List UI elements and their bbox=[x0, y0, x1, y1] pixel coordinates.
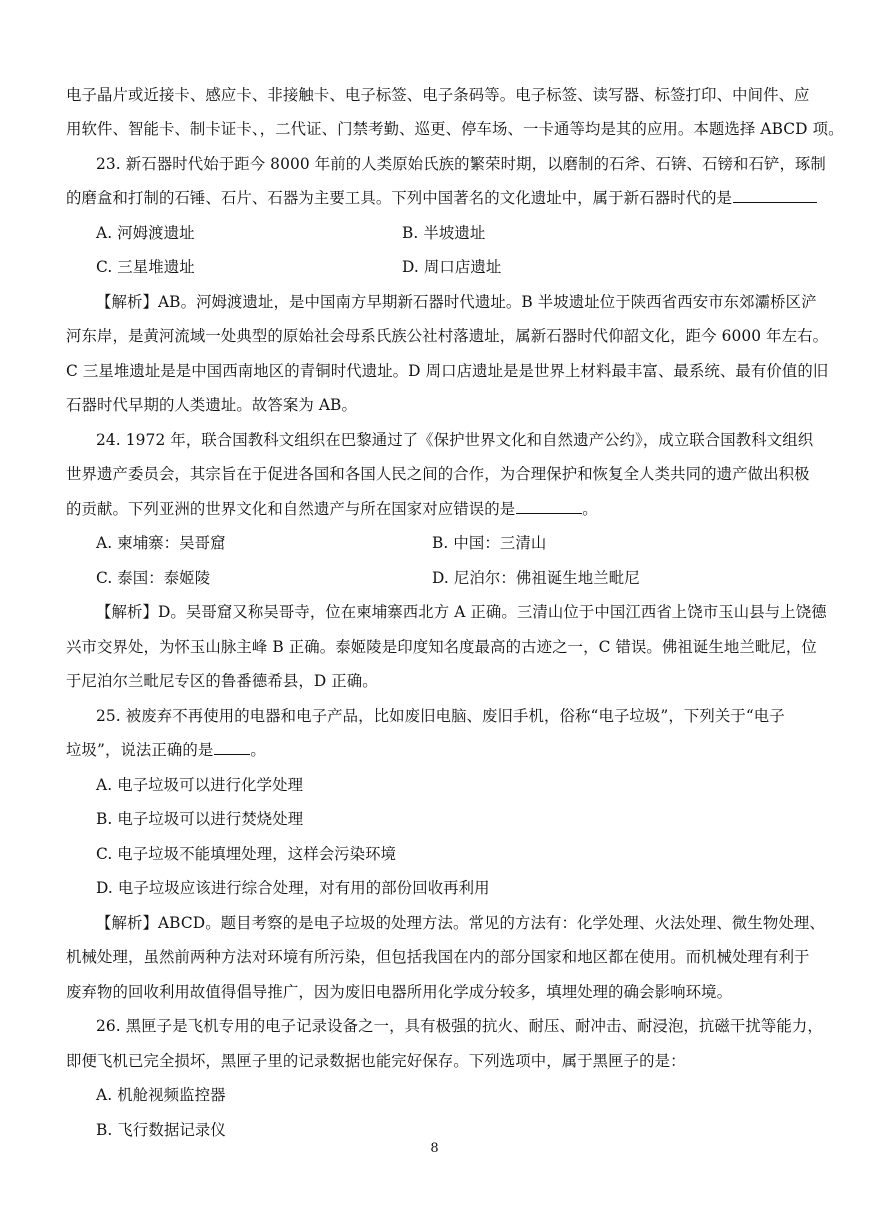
question-24-text: 24. 1972 年，联合国教科文组织在巴黎通过了《保护世界文化和自然遗产公约》，成立联合国教科文组织 bbox=[96, 431, 814, 449]
analysis-text: 于尼泊尔兰毗尼专区的鲁番德希县，D 正确。 bbox=[66, 672, 378, 690]
punctuation: 。 bbox=[250, 741, 266, 759]
analysis-text: 【解析】D。吴哥窟又称吴哥寺，位在柬埔寨西北方 A 正确。三清山位于中国江西省上饶市玉山县与上饶德 bbox=[96, 603, 827, 621]
question-25-text bbox=[66, 740, 806, 760]
paragraph-line: 电子晶片或近接卡、感应卡、非接触卡、电子标签、电子条码等。电子标签、读写器、标签打印、中间件、应 bbox=[66, 86, 810, 104]
option-row bbox=[96, 223, 836, 243]
analysis-text: 河东岸，是黄河流域一处典型的原始社会母系氏族公社村落遗址，属新石器时代仰韶文化，距今 6000 年左右。 bbox=[66, 327, 829, 345]
question-26-text: 即便飞机已完全损坏，黑匣子里的记录数据也能完好保存。下列选项中，属于黑匣子的是： bbox=[66, 1052, 686, 1070]
question-23-text: 23. 新石器时代始于距今 8000 年前的人类原始氏族的繁荣时期，以磨制的石斧、石锛、石镑和石铲，琢制 bbox=[96, 155, 826, 173]
paragraph-line: 用软件、智能卡、制卡证卡、，二代证、门禁考勤、巡更、停车场、一卡通等均是其的应用。本题选择 ABCD 项。 bbox=[66, 120, 844, 138]
option-b: B. 半坡遗址 bbox=[402, 224, 486, 242]
analysis-text: 【解析】ABCD。题目考察的是电子垃圾的处理方法。常见的方法有：化学处理、火法处理、微生物处理、 bbox=[96, 914, 825, 932]
question-24-text bbox=[66, 499, 806, 519]
analysis-text: 石器时代早期的人类遗址。故答案为 AB。 bbox=[66, 396, 357, 414]
option-a: A. 机舱视频监控器 bbox=[96, 1086, 226, 1104]
punctuation: 。 bbox=[582, 500, 598, 518]
option-d: D. 电子垃圾应该进行综合处理，对有用的部份回收再利用 bbox=[96, 879, 490, 897]
option-a: A. 河姆渡遗址 bbox=[96, 224, 195, 242]
option-c: C. 电子垃圾不能填埋处理，这样会污染环境 bbox=[96, 845, 397, 863]
question-26-text: 26. 黑匣子是飞机专用的电子记录设备之一，具有极强的抗火、耐压、耐冲击、耐浸泡，抗磁干扰等能力， bbox=[96, 1017, 823, 1035]
answer-blank bbox=[516, 499, 582, 514]
question-text: 垃圾”，说法正确的是 bbox=[66, 741, 214, 759]
option-row bbox=[96, 533, 836, 553]
question-23-text bbox=[66, 188, 806, 208]
option-row bbox=[96, 257, 836, 277]
question-25-text: 25. 被废弃不再使用的电器和电子产品，比如废旧电脑、废旧手机，俗称“电子垃圾”，下列关于“电子 bbox=[96, 707, 785, 725]
answer-blank bbox=[214, 740, 250, 755]
analysis-text: C 三星堆遗址是是中国西南地区的青铜时代遗址。D 周口店遗址是是世界上材料最丰富、最系统、最有价值的旧 bbox=[66, 362, 829, 380]
option-b: B. 电子垃圾可以进行焚烧处理 bbox=[96, 810, 304, 828]
option-a: A. 电子垃圾可以进行化学处理 bbox=[96, 776, 304, 794]
answer-blank bbox=[733, 188, 817, 203]
option-a: A. 柬埔寨：吴哥窟 bbox=[96, 534, 226, 552]
analysis-text: 废弃物的回收利用故值得倡导推广，因为废旧电器所用化学成分较多，填埋处理的确会影响环境。 bbox=[66, 983, 733, 1001]
option-b: B. 飞行数据记录仪 bbox=[96, 1121, 226, 1139]
analysis-text: 【解析】AB。河姆渡遗址，是中国南方早期新石器时代遗址。B 半坡遗址位于陕西省西安市东郊灞桥区浐 bbox=[96, 293, 817, 311]
analysis-text: 兴市交界处，为怀玉山脉主峰 B 正确。泰姬陵是印度知名度最高的古迹之一，C 错误。佛祖诞生地兰毗尼，位 bbox=[66, 638, 817, 656]
option-c: C. 三星堆遗址 bbox=[96, 258, 195, 276]
option-d: D. 尼泊尔：佛祖诞生地兰毗尼 bbox=[432, 569, 640, 587]
page-number: 8 bbox=[430, 1141, 439, 1156]
option-d: D. 周口店遗址 bbox=[402, 258, 502, 276]
option-row bbox=[96, 568, 836, 588]
question-text: 的磨盒和打制的石锤、石片、石器为主要工具。下列中国著名的文化遗址中，属于新石器时代的是 bbox=[66, 189, 733, 207]
analysis-text: 机械处理，虽然前两种方法对环境有所污染，但包括我国在内的部分国家和地区都在使用。而机械处理有利于 bbox=[66, 948, 810, 966]
question-24-text: 世界遗产委员会，其宗旨在于促进各国和各国人民之间的合作，为合理保护和恢复全人类共同的遗产做出积极 bbox=[66, 465, 810, 483]
option-b: B. 中国：三清山 bbox=[432, 534, 547, 552]
option-c: C. 泰国：泰姬陵 bbox=[96, 569, 211, 587]
question-text: 的贡献。下列亚洲的世界文化和自然遗产与所在国家对应错误的是 bbox=[66, 500, 516, 518]
